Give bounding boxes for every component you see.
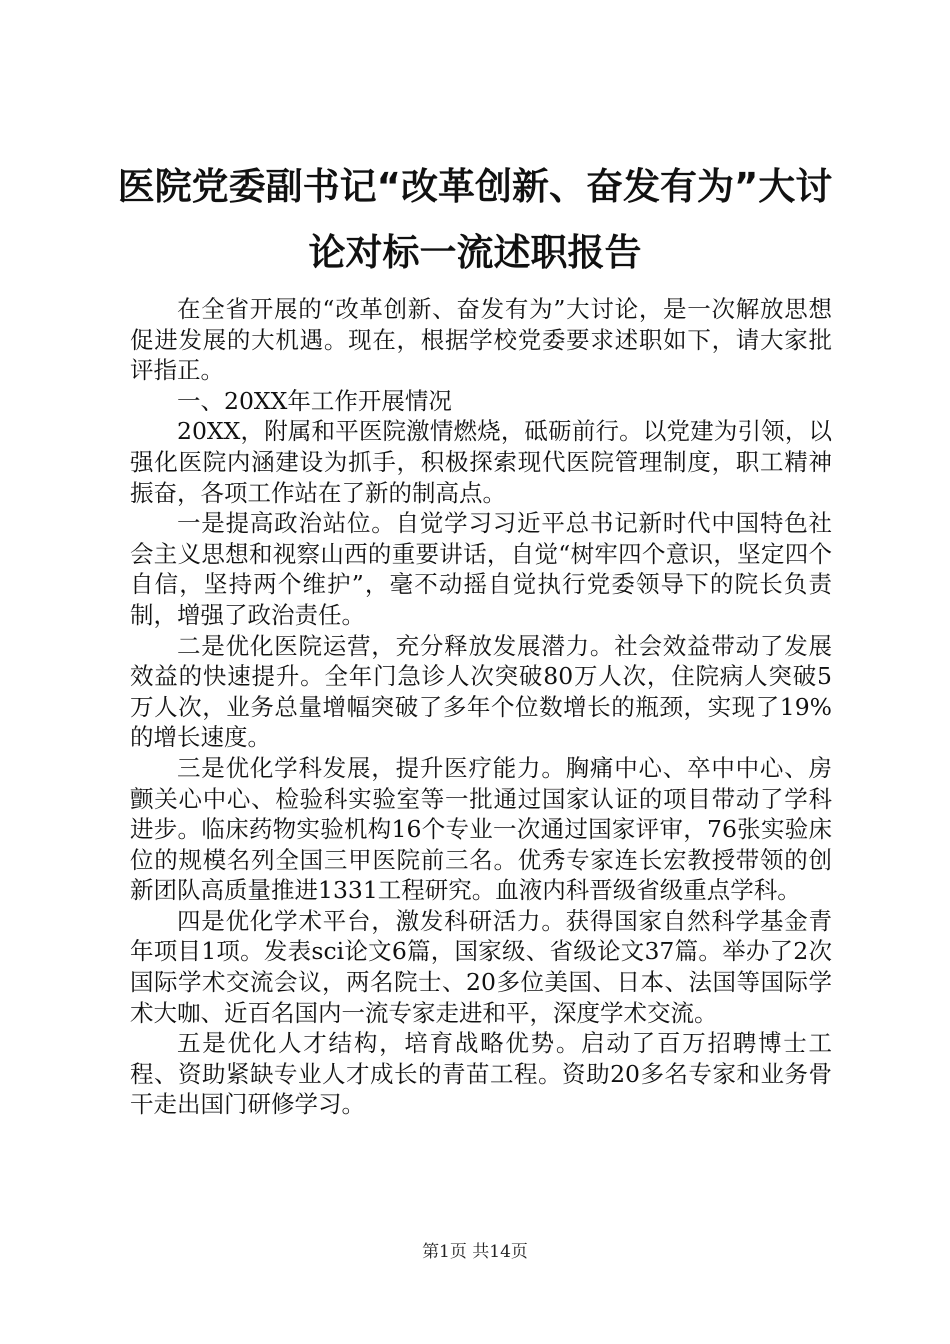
document-title-line-2: 论对标一流述职报告: [308, 231, 642, 274]
paragraph-point-5: 五是优化人才结构，培育战略优势。启动了百万招聘博士工程、资助紧缺专业人才成长的青苗工程。资助20多名专家和业务骨干走出国门研修学习。: [130, 1029, 832, 1119]
paragraph-point-2: 二是优化医院运营，充分释放发展潜力。社会效益带动了发展效益的快速提升。全年门急诊人次突破80万人次，住院病人突破5万人次，业务总量增幅突破了多年个位数增长的瓶颈，实现了19%的增长速度。: [130, 631, 832, 752]
page-footer: 第1页 共14页: [422, 1242, 528, 1262]
paragraph-overview: 20XX，附属和平医院激情燃烧，砥砺前行。以党建为引领，以强化医院内涵建设为抓手，积极探索现代医院管理制度，职工精神振奋，各项工作站在了新的制高点。: [130, 417, 832, 507]
paragraph-point-4: 四是优化学术平台，激发科研活力。获得国家自然科学基金青年项目1项。发表sci论文6篇，国家级、省级论文37篇。举办了2次国际学术交流会议，两名院士、20多位美国、日本、法国等国际学术大咖、近百名国内一流专家走进和平，深度学术交流。: [130, 906, 832, 1027]
section-heading: 一、20XX年工作开展情况: [177, 386, 452, 415]
paragraph-intro: 在全省开展的“改革创新、奋发有为”大讨论，是一次解放思想促进发展的大机遇。现在，根据学校党委要求述职如下，请大家批评指正。: [130, 295, 832, 385]
document-body: [130, 294, 832, 1120]
paragraph-point-3: 三是优化学科发展，提升医疗能力。胸痛中心、卒中中心、房颤关心中心、检验科实验室等一批通过国家认证的项目带动了学科进步。临床药物实验机构16个专业一次通过国家评审，76张实验床位的规模名列全国三甲医院前三名。优秀专家连长宏教授带领的创新团队高质量推进1331工程研究。血液内科晋级省级重点学科。: [130, 753, 832, 905]
document-title-line-1: 医院党委副书记“改革创新、奋发有为”大讨: [117, 165, 833, 208]
paragraph-point-1: 一是提高政治站位。自觉学习习近平总书记新时代中国特色社会主义思想和视察山西的重要讲话，自觉“树牢四个意识，坚定四个自信，坚持两个维护”，毫不动摇自觉执行党委领导下的院长负责制，增强了政治责任。: [130, 509, 832, 629]
